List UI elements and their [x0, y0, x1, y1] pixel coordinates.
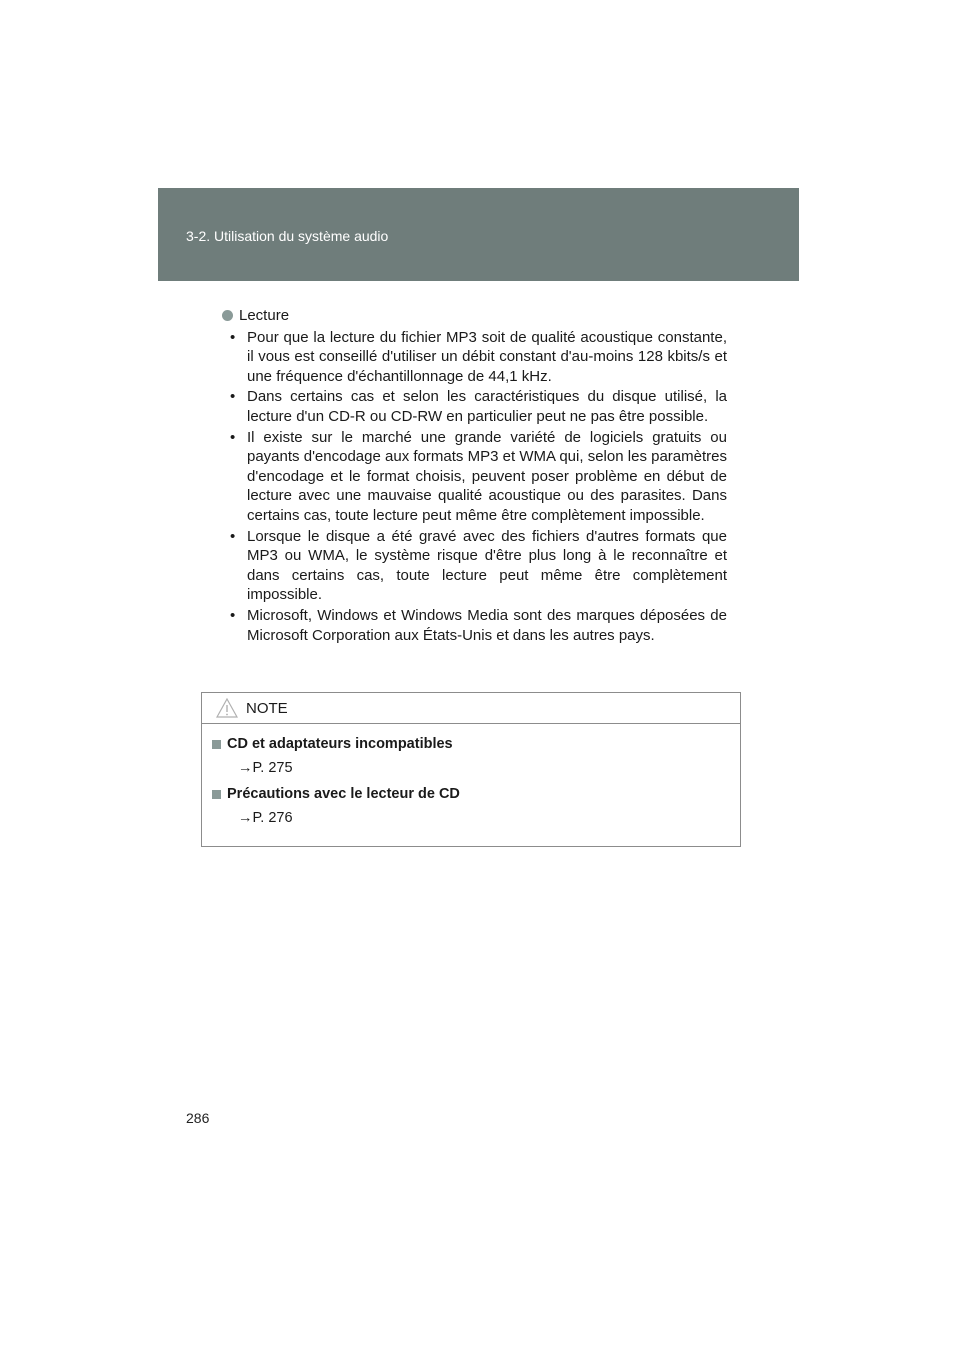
section-heading	[222, 306, 727, 326]
chapter-header-band	[158, 188, 799, 281]
list-item: • Il existe sur le marché une grande variété de logiciels gratuits ou payants d'encodage aux formats MP3 et WMA qui, selon les paramètres d'encodage et le format choisis, peuvent poser problème en début de lecture avec une mauvaise qualité acoustique ou des parasites. Dans certains cas, toute lecture peut même être complètement impossible.	[230, 428, 727, 524]
list-item: • Lorsque le disque a été gravé avec des fichiers d'autres formats que MP3 ou WMA, le système risque d'être plus long à le reconnaître et dans certains cas, toute lecture peut même être complètement impossible.	[230, 527, 727, 604]
chapter-header-title: 3-2. Utilisation du système audio	[186, 228, 389, 244]
page-reference-link[interactable]: →P. 276	[238, 810, 293, 826]
note-item-title: Précautions avec le lecteur de CD	[212, 786, 740, 802]
bullet-list	[222, 328, 727, 646]
warning-triangle-icon	[216, 698, 238, 718]
square-bullet-icon	[212, 790, 221, 799]
square-bullet-icon	[212, 740, 221, 749]
page-reference-link[interactable]: →P. 275	[238, 760, 293, 776]
bullet-dot-icon: •	[230, 388, 236, 406]
note-label: NOTE	[246, 699, 288, 717]
section-title: Lecture	[239, 307, 290, 324]
circle-bullet-icon	[222, 310, 233, 321]
bullet-dot-icon: •	[230, 328, 236, 346]
note-item-title: CD et adaptateurs incompatibles	[212, 736, 740, 752]
page-number: 286	[186, 1110, 210, 1126]
list-item: • Microsoft, Windows et Windows Media sont des marques déposées de Microsoft Corporation aux États-Unis et dans les autres pays.	[230, 606, 727, 644]
note-header	[202, 693, 740, 724]
bullet-dot-icon: •	[230, 527, 236, 545]
main-content	[222, 306, 727, 645]
bullet-dot-icon: •	[230, 606, 236, 624]
list-item: • Dans certains cas et selon les caractéristiques du disque utilisé, la lecture d'un CD-R ou CD-RW en particulier peut ne pas être possible.	[230, 388, 727, 425]
list-item: • Pour que la lecture du fichier MP3 soit de qualité acoustique constante, il vous est conseillé d'utiliser un débit constant d'au-moins 128 kbits/s et une fréquence d'échantillonnage de 44,1 kHz.	[230, 328, 727, 385]
note-box	[201, 692, 741, 847]
bullet-dot-icon: •	[230, 428, 236, 446]
note-body	[202, 724, 740, 826]
